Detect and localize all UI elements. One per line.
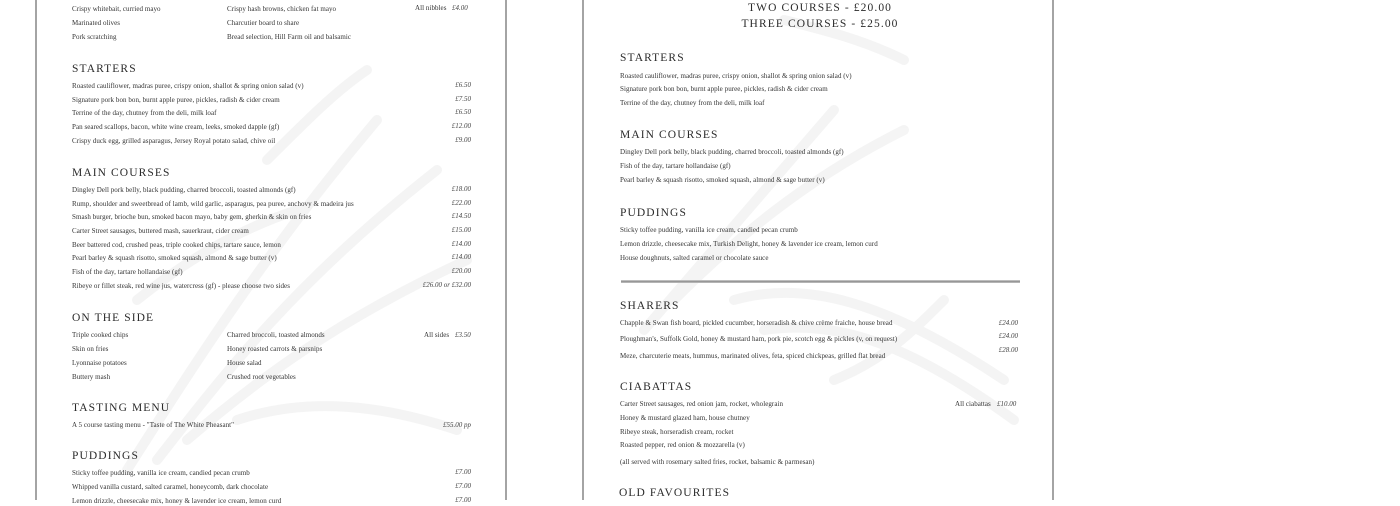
menu-item: Signature pork bon bon, burnt apple puree, pickles, radish & cider cream: [620, 85, 828, 93]
nibble-item: Charcutier board to share: [227, 19, 300, 27]
menu-item: Beer battered cod, crushed peas, triple cooked chips, tartare sauce, lemon: [72, 241, 281, 249]
menu-item: Ribeye or fillet steak, red wine jus, watercress (gf) - please choose two sides: [72, 282, 290, 290]
menu-item: Carter Street sausages, red onion jam, rocket, wholegrain: [620, 400, 784, 408]
menu-item: Roasted cauliflower, madras puree, crispy onion, shallot & spring onion salad (v): [72, 82, 304, 90]
three-courses-price: THREE COURSES - £25.00: [741, 18, 899, 30]
sides-price-label: All sides: [424, 331, 450, 339]
side-item: Crushed root vegetables: [227, 373, 296, 381]
section-title-starters: STARTERS: [620, 52, 685, 64]
menu-item-price: £12.00: [451, 122, 471, 130]
side-item: Lyonnaise potatoes: [72, 359, 127, 367]
menu-item-price: £55.00 pp: [443, 421, 471, 429]
menu-item: A 5 course tasting menu - "Taste of The White Pheasant": [72, 421, 235, 429]
menu-item: Meze, charcuterie meats, hummus, marinated olives, feta, spiced chickpeas, grilled flat bread: [620, 352, 886, 360]
two-courses-price: TWO COURSES - £20.00: [747, 2, 893, 14]
menu-item: Lemon drizzle, cheesecake mix, honey & lavender ice cream, lemon curd: [72, 497, 282, 505]
menu-item: Dingley Dell pork belly, black pudding, charred broccoli, toasted almonds (gf): [620, 148, 844, 156]
menu-item: Rump, shoulder and sweetbread of lamb, wild garlic, asparagus, pea puree, anchovy & madeira jus: [72, 200, 354, 208]
menu-item: Fish of the day, tartare hollandaise (gf): [620, 162, 731, 170]
menu-item: Ploughman's, Suffolk Gold, honey & mustard ham, pork pie, scotch egg & pickles (v, on request): [620, 335, 898, 343]
menu-item: House doughnuts, salted caramel or chocolate sauce: [620, 254, 769, 262]
menu-item: Terrine of the day, chutney from the deli, milk loaf: [72, 109, 217, 117]
menu-item: Signature pork bon bon, burnt apple puree, pickles, radish & cider cream: [72, 96, 280, 104]
menu-item-price: £22.00: [451, 199, 471, 207]
menu-item: Honey & mustard glazed ham, house chutney: [620, 414, 750, 422]
ciabattas-note: (all served with rosemary salted fries, rocket, balsamic & parmesan): [620, 458, 815, 466]
menu-page-right: [582, 0, 1054, 500]
section-title-ciabattas: CIABATTAS: [620, 381, 693, 393]
section-title-starters: STARTERS: [72, 63, 137, 75]
menu-item-price: £14.50: [451, 212, 471, 220]
side-item: House salad: [227, 359, 262, 367]
menu-item: Crispy duck egg, grilled asparagus, Jersey Royal potato salad, chive oil: [72, 137, 276, 145]
ciabattas-price-label: All ciabattas: [955, 400, 991, 408]
menu-item-price: £6.50: [455, 108, 471, 116]
sides-price: £3.50: [455, 331, 471, 339]
menu-item: Whipped vanilla custard, salted caramel, honeycomb, dark chocolate: [72, 483, 269, 491]
nibble-item: Crispy whitebait, curried mayo: [72, 5, 161, 13]
menu-item-price: £14.00: [451, 253, 471, 261]
side-item: Honey roasted carrots & parsnips: [227, 345, 323, 353]
menu-item: Terrine of the day, chutney from the deli, milk loaf: [620, 99, 765, 107]
section-title-main-courses: MAIN COURSES: [620, 129, 719, 141]
menu-item-price: £6.50: [455, 81, 471, 89]
menu-item-price: £7.00: [455, 482, 471, 490]
nibble-item: Marinated olives: [72, 19, 121, 27]
section-title-puddings: PUDDINGS: [620, 207, 687, 219]
side-item: Skin on fries: [72, 345, 109, 353]
section-title-sharers: SHARERS: [620, 300, 680, 312]
menu-item-price: £24.00: [998, 319, 1018, 327]
menu-item-price: £15.00: [451, 226, 471, 234]
menu-item: Ribeye steak, horseradish cream, rocket: [620, 428, 734, 436]
menu-item: Pearl barley & squash risotto, smoked squash, almond & sage butter (v): [620, 176, 825, 184]
menu-item: Roasted pepper, red onion & mozzarella (v): [620, 441, 745, 449]
menu-item-price: £18.00: [451, 185, 471, 193]
menu-item: Smash burger, brioche bun, smoked bacon mayo, baby gem, gherkin & skin on fries: [72, 213, 312, 221]
section-title-on-the-side: ON THE SIDE: [72, 312, 155, 324]
menu-item-price: £9.00: [455, 136, 471, 144]
nibble-item: Pork scratching: [72, 33, 117, 41]
section-title-tasting-menu: TASTING MENU: [72, 402, 171, 414]
section-title-puddings: PUDDINGS: [72, 450, 139, 462]
nibbles-price: £4.00: [452, 4, 468, 12]
nibble-item: Bread selection, Hill Farm oil and balsamic: [227, 33, 352, 41]
menu-page-left: [35, 0, 507, 505]
menu-item-price: £28.00: [998, 346, 1018, 354]
menu-item: Fish of the day, tartare hollandaise (gf): [72, 268, 183, 276]
side-item: Triple cooked chips: [72, 331, 129, 339]
menu-item-price: £14.00: [451, 240, 471, 248]
menu-item: Pearl barley & squash risotto, smoked squash, almond & sage butter (v): [72, 254, 277, 262]
menu-item: Roasted cauliflower, madras puree, crispy onion, shallot & spring onion salad (v): [620, 72, 852, 80]
ciabattas-price: £10.00: [997, 400, 1017, 408]
menu-item: Lemon drizzle, cheesecake mix, Turkish Delight, honey & lavender ice cream, lemon curd: [620, 240, 878, 248]
menu-item-price: £7.00: [455, 496, 471, 504]
menu-item: Dingley Dell pork belly, black pudding, charred broccoli, toasted almonds (gf): [72, 186, 296, 194]
menu-item-price: £20.00: [451, 267, 471, 275]
menu-item-price: £24.00: [998, 332, 1018, 340]
section-title-old-favourites: OLD FAVOURITES: [619, 487, 731, 499]
menu-item: Carter Street sausages, buttered mash, sauerkraut, cider cream: [72, 227, 249, 235]
side-item: Charred broccoli, toasted almonds: [227, 331, 325, 339]
menu-item: Chapple & Swan fish board, pickled cucumber, horseradish & chive crème fraiche, house bread: [620, 319, 893, 327]
menu-item: Sticky toffee pudding, vanilla ice cream, candied pecan crumb: [620, 226, 798, 234]
menu-item: Sticky toffee pudding, vanilla ice cream, candied pecan crumb: [72, 469, 250, 477]
section-divider: [621, 280, 1020, 283]
menu-item: Pan seared scallops, bacon, white wine cream, leeks, smoked dapple (gf): [72, 123, 280, 131]
menu-item-price: £7.00: [455, 468, 471, 476]
side-item: Buttery mash: [72, 373, 111, 381]
section-title-main-courses: MAIN COURSES: [72, 167, 171, 179]
nibble-item: Crispy hash browns, chicken fat mayo: [227, 5, 337, 13]
nibbles-price-label: All nibbles: [415, 4, 447, 12]
menu-item-price: £26.00 or £32.00: [422, 281, 471, 289]
menu-item-price: £7.50: [455, 95, 471, 103]
